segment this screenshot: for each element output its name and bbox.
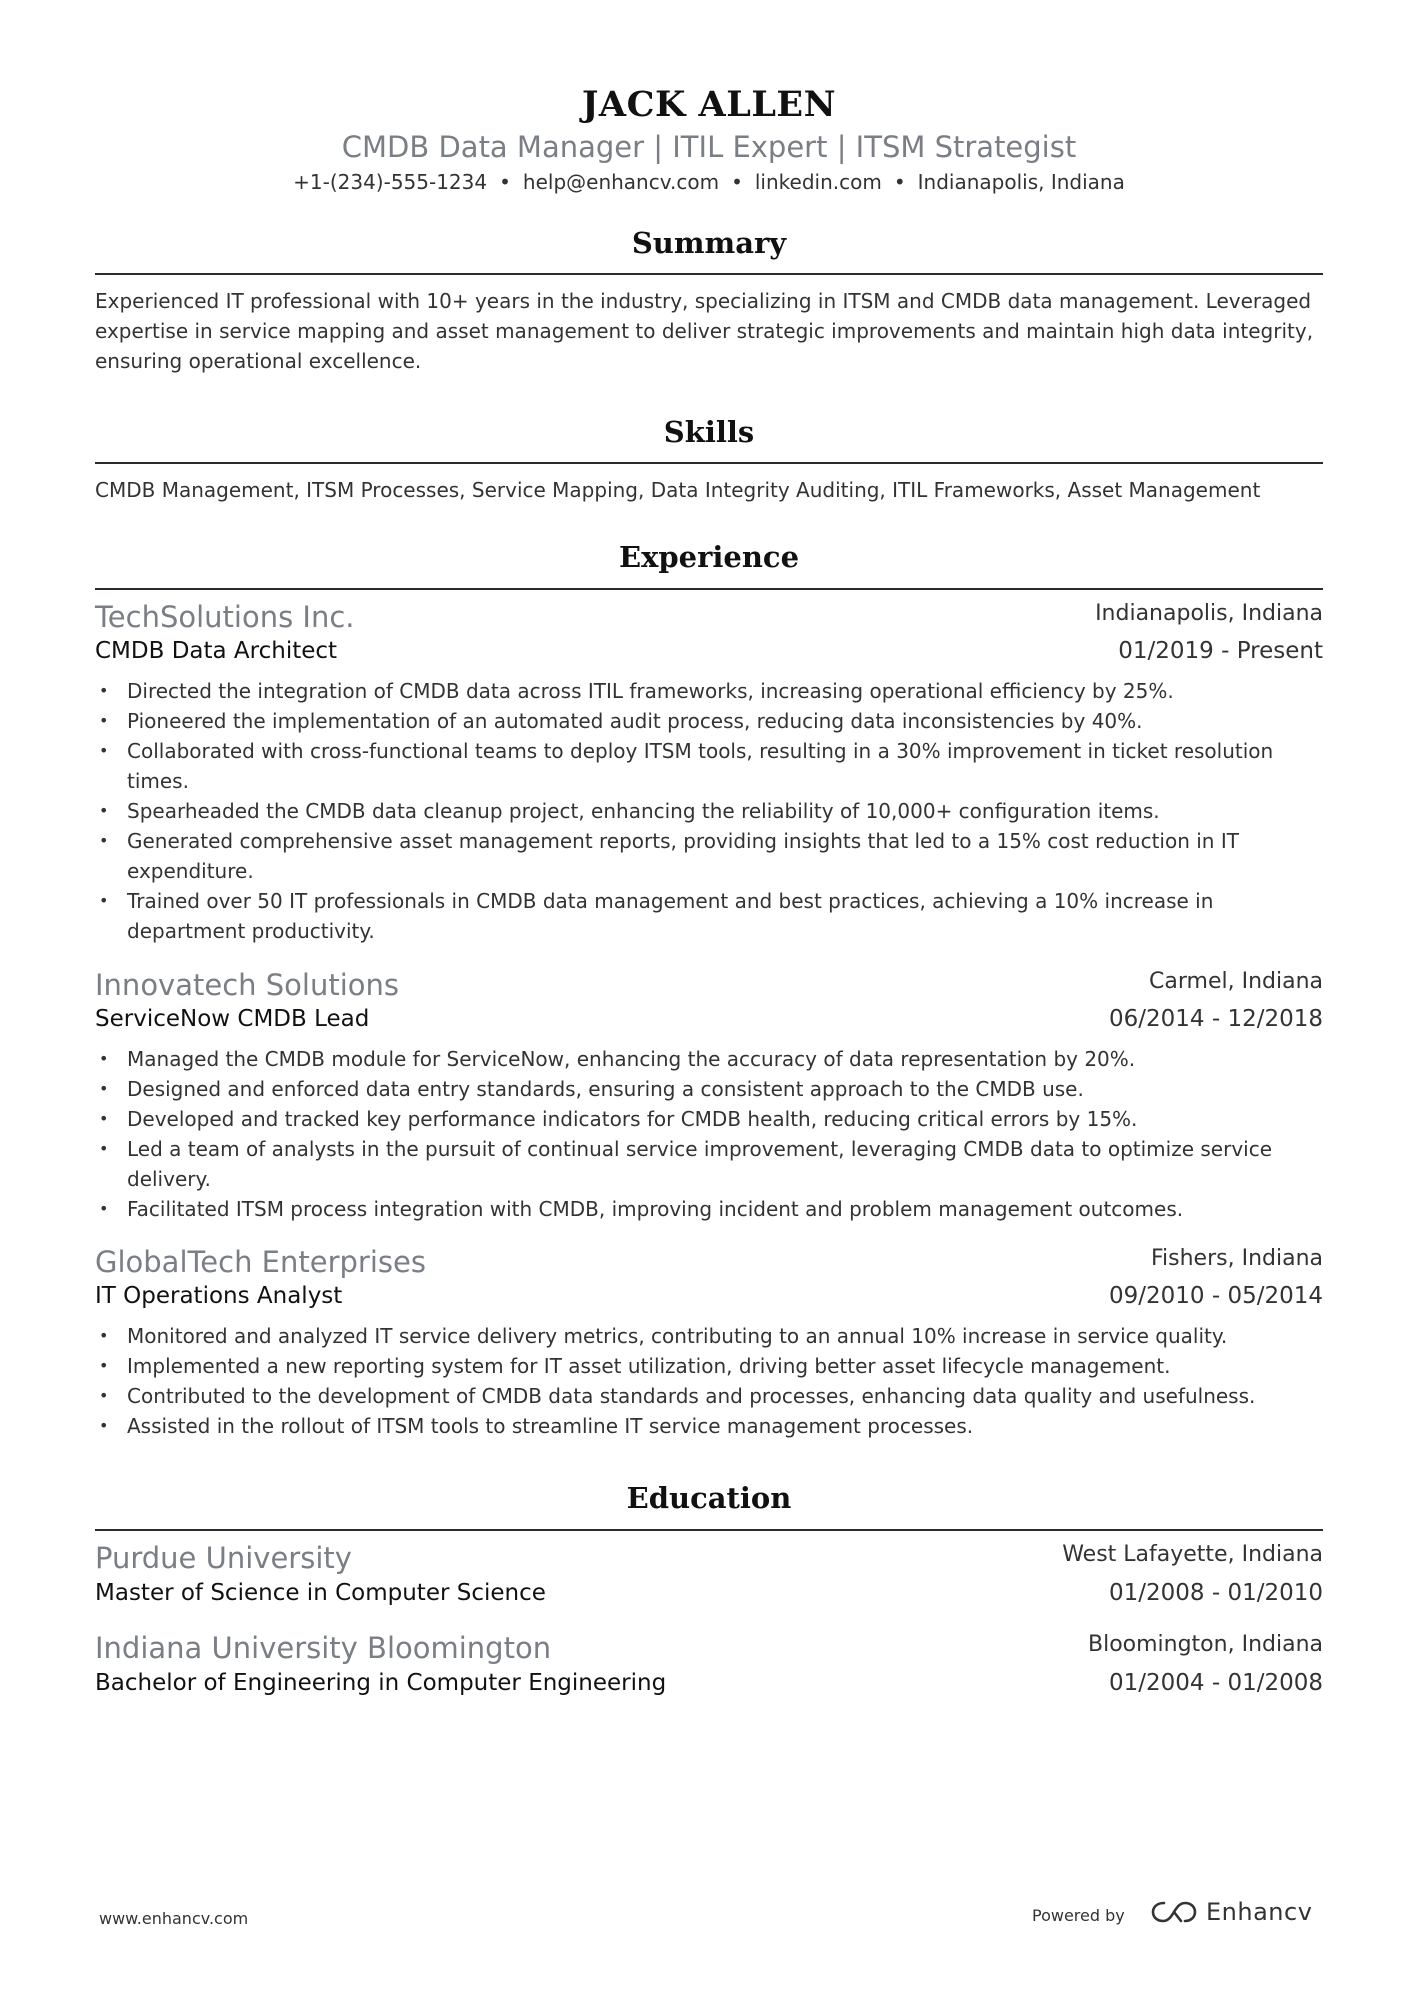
separator-dot: • — [731, 170, 743, 194]
list-item: • Developed and tracked key performance indicators for CMDB health, reducing critical errors by 15%. — [95, 1104, 1323, 1134]
linkedin-link[interactable]: linkedin.com — [754, 170, 882, 194]
list-item: • Led a team of analysts in the pursuit of continual service improvement, leveraging CMDB data to optimize service delivery. — [95, 1134, 1323, 1194]
list-item: • Pioneered the implementation of an automated audit process, reducing data inconsistencies by 40%. — [95, 706, 1323, 736]
contact-line — [95, 170, 1323, 194]
summary-text: Experienced IT professional with 10+ years in the industry, specializing in ITSM and CMDB data management. Leveraged expertise in service mapping and asset management to deliver strategic improvements and maintain high data integrity, ensuring operational excellence. — [95, 289, 1314, 373]
enhancv-logo[interactable] — [1150, 1898, 1312, 1926]
list-item: • Trained over 50 IT professionals in CMDB data management and best practices, achieving a 10% increase in department productivity. — [95, 886, 1323, 946]
enhancv-logo-icon — [1150, 1899, 1198, 1925]
job-dates: 09/2010 - 05/2014 — [1108, 1283, 1323, 1309]
brand-name: Enhancv — [1206, 1898, 1313, 1926]
section-divider — [95, 588, 1323, 590]
summary-heading: Summary — [631, 226, 787, 260]
job-bullets — [95, 676, 1323, 946]
section-divider — [95, 462, 1323, 464]
job-dates: 01/2019 - Present — [1118, 638, 1323, 664]
list-item: • Managed the CMDB module for ServiceNow, enhancing the accuracy of data representation by 20%. — [95, 1044, 1323, 1074]
list-item: • Collaborated with cross-functional teams to deploy ITSM tools, resulting in a 30% improvement in ticket resolution times. — [95, 736, 1323, 796]
company-name: Innovatech Solutions — [95, 968, 399, 1002]
school-location: West Lafayette, Indiana — [1062, 1542, 1323, 1567]
job-bullets — [95, 1321, 1323, 1441]
skills-text: CMDB Management, ITSM Processes, Service Mapping, Data Integrity Auditing, ITIL Frameworks, Asset Management — [95, 478, 1261, 502]
education-dates: 01/2008 - 01/2010 — [1108, 1580, 1323, 1606]
company-name: GlobalTech Enterprises — [95, 1245, 426, 1279]
email-link[interactable]: help@enhancv.com — [522, 170, 720, 194]
list-item: • Directed the integration of CMDB data across ITIL frameworks, increasing operational efficiency by 25%. — [95, 676, 1323, 706]
list-item: • Assisted in the rollout of ITSM tools to streamline IT service management processes. — [95, 1411, 1323, 1441]
skills-heading: Skills — [663, 415, 755, 449]
job-title: ServiceNow CMDB Lead — [95, 1006, 370, 1032]
experience-heading: Experience — [618, 540, 800, 574]
job-bullets — [95, 1044, 1323, 1224]
school-location: Bloomington, Indiana — [1087, 1632, 1323, 1657]
list-item: • Monitored and analyzed IT service delivery metrics, contributing to an annual 10% increase in service quality. — [95, 1321, 1323, 1351]
education-dates: 01/2004 - 01/2008 — [1108, 1670, 1323, 1696]
job-title: CMDB Data Architect — [95, 638, 338, 664]
company-name: TechSolutions Inc. — [95, 600, 355, 634]
school-name: Purdue University — [95, 1541, 352, 1575]
list-item: • Generated comprehensive asset management reports, providing insights that led to a 15% cost reduction in IT expenditure. — [95, 826, 1323, 886]
list-item: • Contributed to the development of CMDB data standards and processes, enhancing data quality and usefulness. — [95, 1381, 1323, 1411]
school-name: Indiana University Bloomington — [95, 1631, 552, 1665]
powered-by-label: Powered by — [1032, 1906, 1125, 1925]
candidate-name: JACK ALLEN — [581, 84, 837, 125]
section-divider — [95, 273, 1323, 275]
job-location: Fishers, Indiana — [1150, 1246, 1323, 1271]
job-location: Carmel, Indiana — [1149, 969, 1323, 994]
job-location: Indianapolis, Indiana — [1095, 601, 1323, 626]
list-item: • Designed and enforced data entry standards, ensuring a consistent approach to the CMDB use. — [95, 1074, 1323, 1104]
education-heading: Education — [626, 1481, 792, 1515]
job-dates: 06/2014 - 12/2018 — [1108, 1006, 1323, 1032]
location: Indianapolis, Indiana — [917, 170, 1125, 194]
job-title: IT Operations Analyst — [95, 1283, 343, 1309]
candidate-headline: CMDB Data Manager | ITIL Expert | ITSM Strategist — [341, 130, 1077, 164]
section-divider — [95, 1529, 1323, 1531]
list-item: • Facilitated ITSM process integration with CMDB, improving incident and problem management outcomes. — [95, 1194, 1323, 1224]
separator-dot: • — [499, 170, 511, 194]
separator-dot: • — [893, 170, 906, 194]
list-item: • Spearheaded the CMDB data cleanup project, enhancing the reliability of 10,000+ configuration items. — [95, 796, 1323, 826]
degree: Master of Science in Computer Science — [95, 1580, 546, 1606]
list-item: • Implemented a new reporting system for IT asset utilization, driving better asset lifecycle management. — [95, 1351, 1323, 1381]
phone: +1-(234)-555-1234 — [293, 170, 488, 194]
footer-website-link[interactable]: www.enhancv.com — [99, 1909, 249, 1928]
degree: Bachelor of Engineering in Computer Engineering — [95, 1670, 667, 1696]
